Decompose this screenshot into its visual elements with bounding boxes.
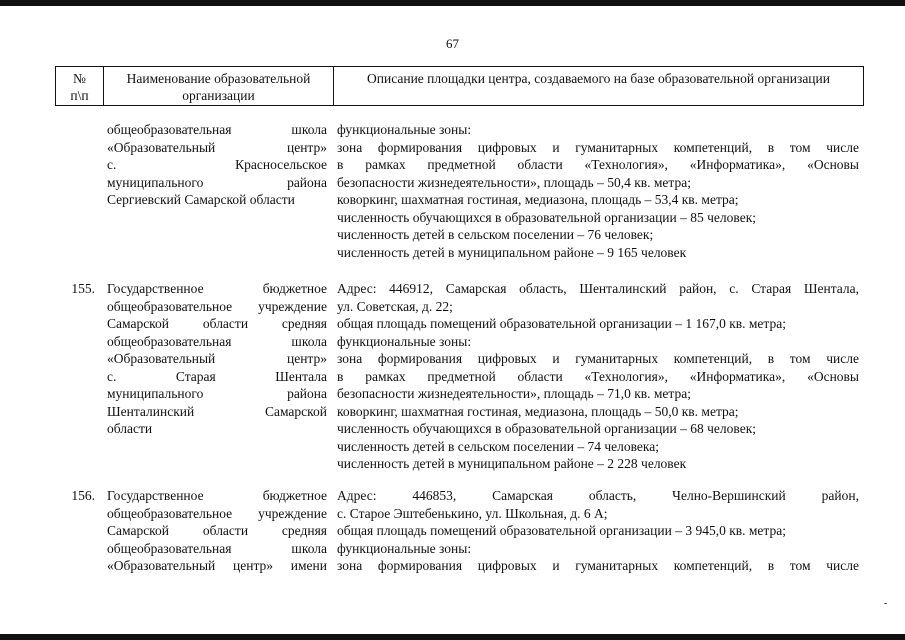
org-line: Шенталинский Самарской: [107, 403, 327, 419]
row-desc: [337, 280, 859, 473]
org-line: с. Красносельское: [107, 157, 327, 172]
desc-line: зона формирования цифровых и гуманитарных компетенций, в том числе: [337, 558, 859, 573]
desc-line: численность детей в сельском поселении – 76 человек;: [337, 227, 654, 242]
row-org: [107, 121, 327, 209]
header-org-line: организации: [182, 88, 255, 103]
desc-line: численность детей в муниципальном районе – 9 165 человек: [337, 244, 687, 260]
org-line: Государственное бюджетное: [107, 281, 327, 296]
desc-line: Адрес: 446853, Самарская область, Челно-Вершинский район,: [337, 488, 859, 503]
org-line: Самарской области средняя: [107, 316, 327, 331]
page-number: 67: [446, 36, 459, 51]
desc-line: Адрес: 446912, Самарская область, Шенталинский район, с. Старая Шентала,: [337, 281, 859, 296]
desc-line: зона формирования цифровых и гуманитарных компетенций, в том числе: [337, 139, 859, 155]
header-number-cell: [55, 66, 103, 106]
desc-line: численность обучающихся в образовательной организации – 68 человек;: [337, 421, 757, 436]
desc-line: в рамках предметной области «Технология», «Информатика», «Основы: [337, 157, 859, 172]
desc-line: в рамках предметной области «Технология», «Информатика», «Основы: [337, 368, 859, 384]
header-desc-line: Описание площадки центра, создаваемого на базе образовательной организации: [367, 71, 830, 86]
top-border: [0, 0, 905, 6]
org-line: муниципального района: [107, 174, 327, 190]
desc-line: численность детей в муниципальном районе – 2 228 человек: [337, 456, 687, 471]
desc-line: функциональные зоны:: [337, 540, 472, 556]
org-line: Государственное бюджетное: [107, 488, 327, 503]
desc-line: коворкинг, шахматная гостиная, медиазона, площадь – 53,4 кв. метра;: [337, 192, 739, 207]
desc-line: ул. Советская, д. 22;: [337, 298, 453, 314]
scan-mark: -: [884, 598, 888, 609]
org-line: «Образовательный центр»: [107, 139, 327, 155]
org-line: с. Старая Шентала: [107, 368, 327, 384]
desc-line: безопасности жизнедеятельности», площадь – 71,0 кв. метра;: [337, 386, 691, 401]
header-number-line: п\п: [70, 88, 89, 103]
org-line: Самарской области средняя: [107, 523, 327, 538]
row-number: 156.: [71, 488, 95, 503]
org-line: «Образовательный центр»: [107, 351, 327, 366]
desc-line: общая площадь помещений образовательной организации – 1 167,0 кв. метра;: [337, 316, 786, 331]
desc-line: функциональные зоны:: [337, 333, 472, 349]
desc-line: функциональные зоны:: [337, 122, 472, 137]
desc-line: коворкинг, шахматная гостиная, медиазона, площадь – 50,0 кв. метра;: [337, 403, 739, 419]
org-line: общеобразовательное учреждение: [107, 505, 327, 521]
row-desc: [337, 487, 859, 575]
desc-line: с. Старое Эштебенькино, ул. Школьная, д. 6 А;: [337, 505, 608, 521]
header-number-line: №: [73, 71, 86, 86]
org-line: общеобразовательная школа: [107, 540, 327, 556]
desc-line: безопасности жизнедеятельности», площадь – 50,4 кв. метра;: [337, 174, 691, 190]
org-line: области: [107, 421, 153, 436]
row-number: 155.: [71, 281, 95, 296]
org-line: муниципального района: [107, 386, 327, 401]
header-org-cell: [103, 66, 333, 106]
org-line: «Образовательный центр» имени: [107, 558, 327, 573]
header-org-line: Наименование образовательной: [126, 71, 311, 86]
org-line: общеобразовательное учреждение: [107, 298, 327, 314]
desc-line: зона формирования цифровых и гуманитарных компетенций, в том числе: [337, 351, 859, 366]
row-org: [107, 487, 327, 575]
desc-line: численность обучающихся в образовательной организации – 85 человек;: [337, 209, 757, 225]
bottom-border: [0, 634, 905, 640]
row-desc: [337, 121, 859, 261]
org-line: общеобразовательная школа: [107, 122, 327, 137]
org-line: общеобразовательная школа: [107, 333, 327, 349]
row-org: [107, 280, 327, 438]
desc-line: общая площадь помещений образовательной организации – 3 945,0 кв. метра;: [337, 523, 786, 538]
desc-line: численность детей в сельском поселении – 74 человека;: [337, 438, 660, 454]
header-desc-cell: [333, 66, 864, 106]
org-line: Сергиевский Самарской области: [107, 192, 295, 207]
